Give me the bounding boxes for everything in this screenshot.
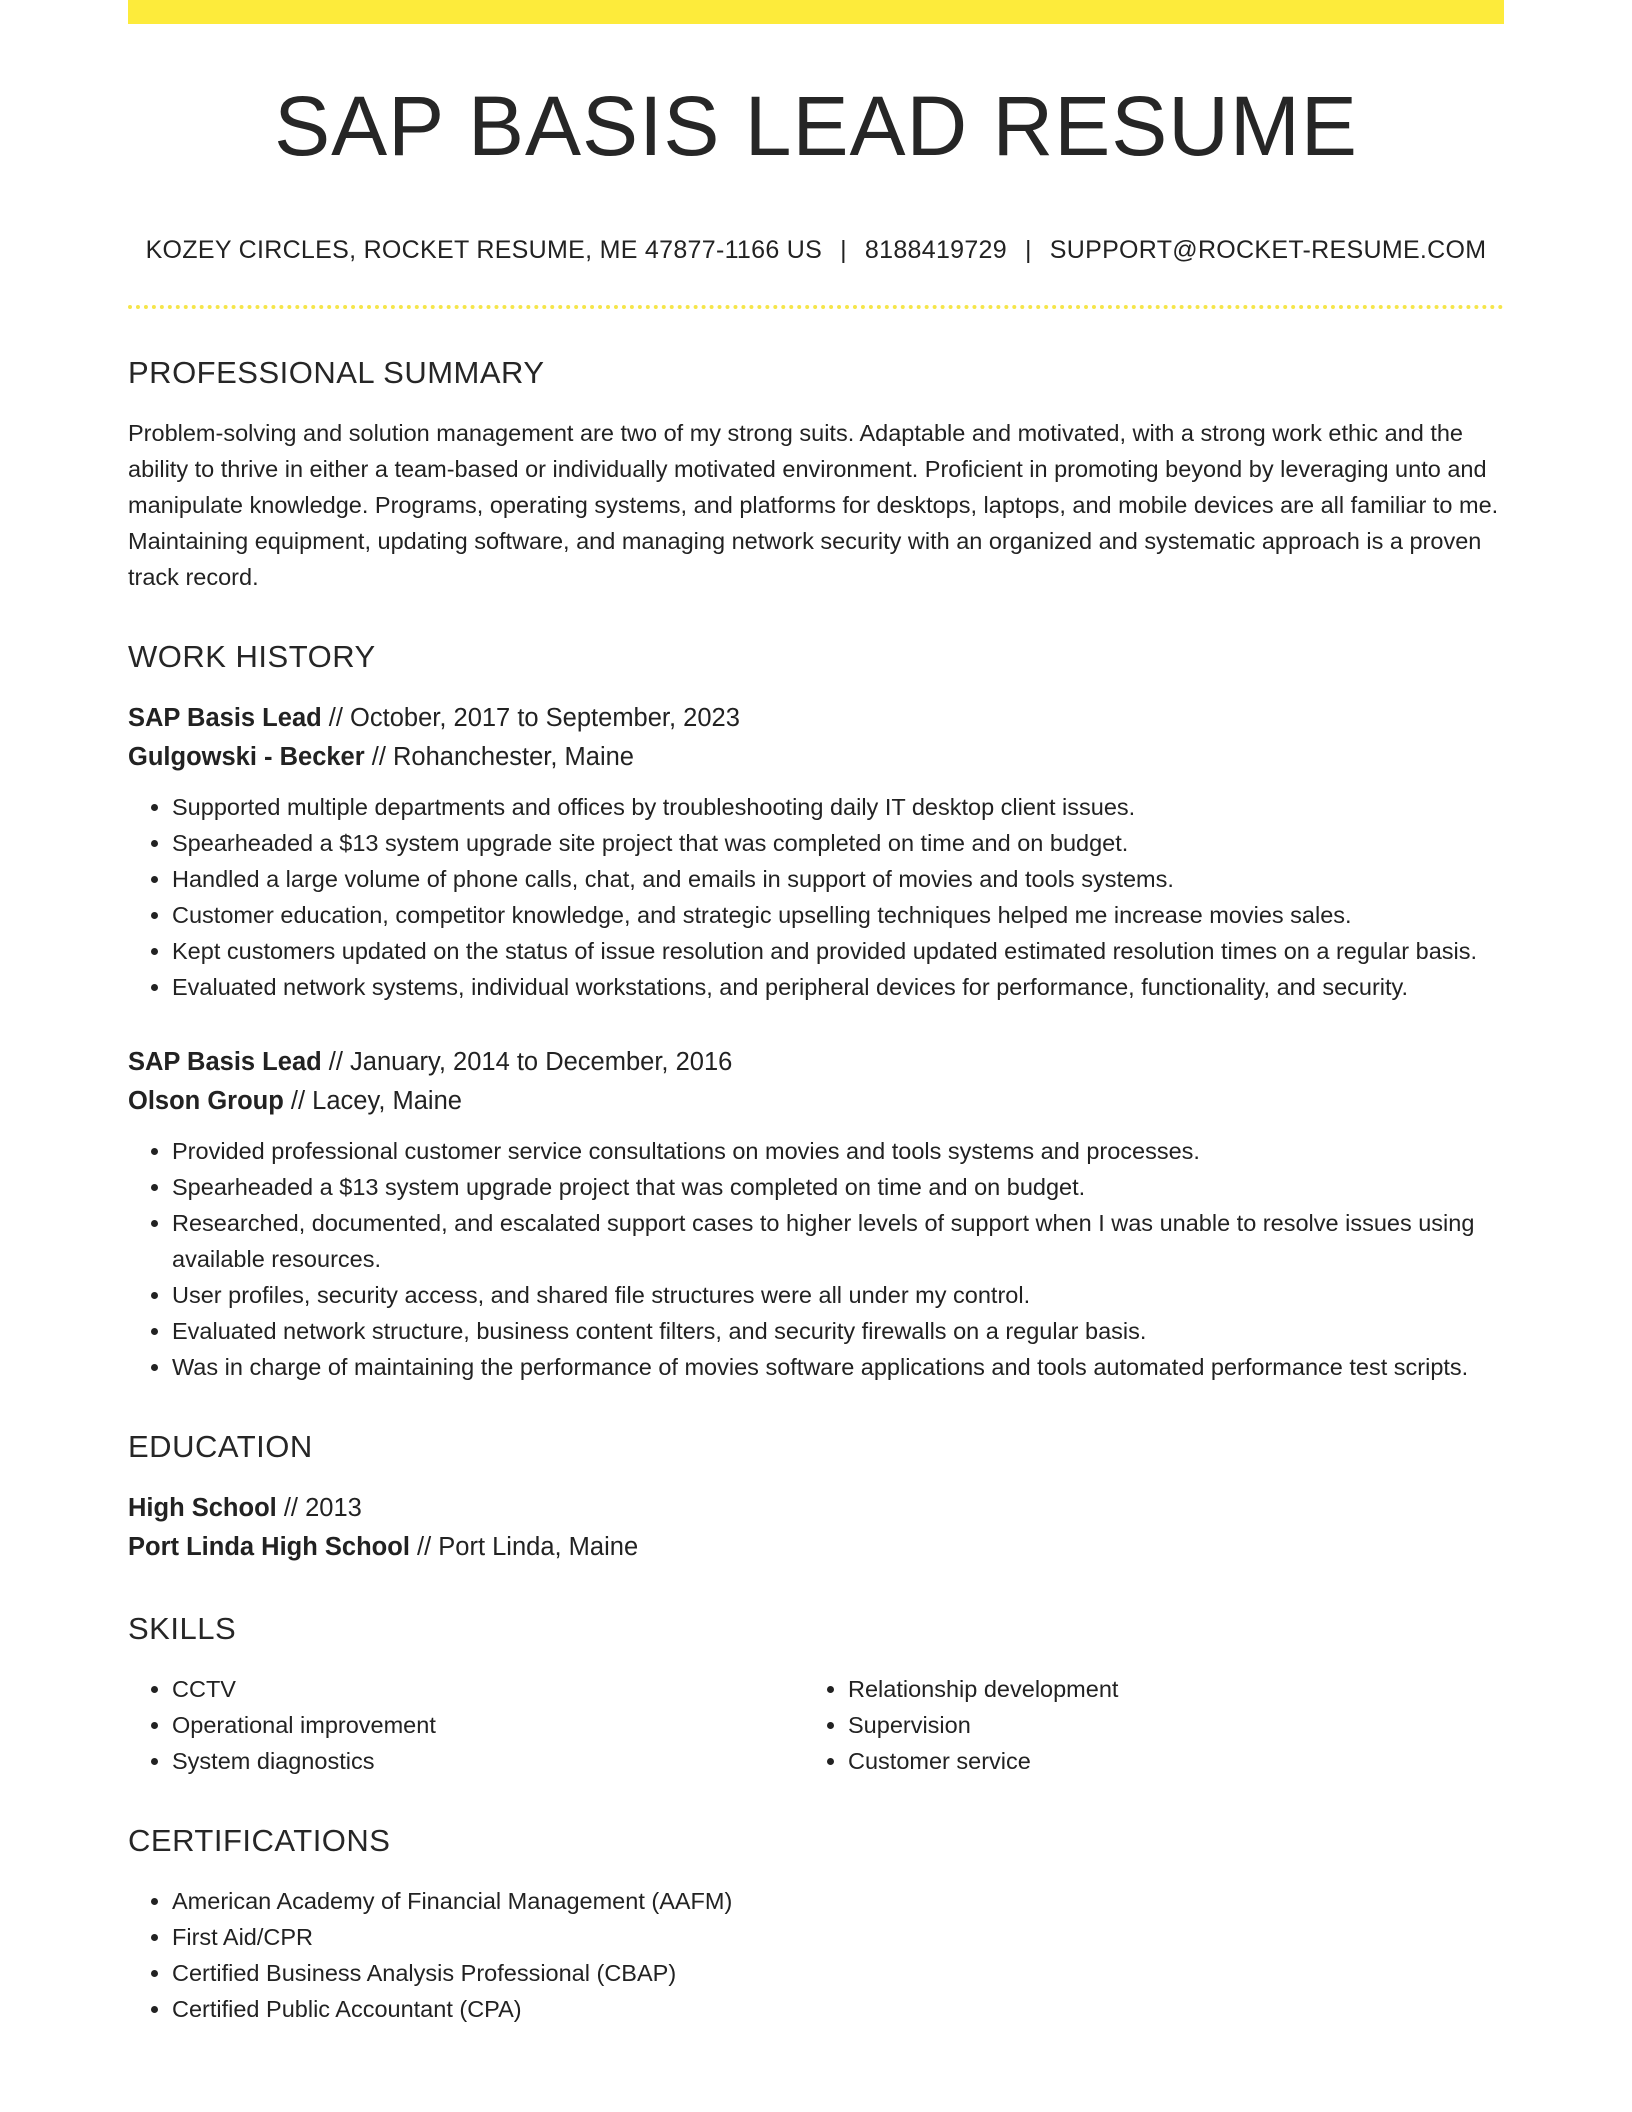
education-degree: High School [128,1494,277,1522]
contact-separator: | [840,236,847,264]
job-role: SAP Basis Lead [128,1048,322,1076]
certification-item: • Certified Business Analysis Professional (CBAP) [172,1955,1504,1991]
education-year: // 2013 [276,1494,362,1522]
job-role-line [128,1043,1504,1082]
contact-email: SUPPORT@ROCKET-RESUME.COM [1049,236,1487,264]
list-item: • Kept customers updated on the status of issue resolution and provided updated estimated resolution times on a regular basis. [172,933,1504,969]
skill-item: • Relationship development [848,1671,1480,1707]
education-degree-line [128,1489,1504,1528]
list-item: • Handled a large volume of phone calls, chat, and emails in support of movies and tools systems. [172,861,1504,897]
certification-item: • Certified Public Accountant (CPA) [172,1991,1504,2027]
job-dates: // January, 2014 to December, 2016 [321,1048,733,1076]
resume-title: SAP BASIS LEAD RESUME [274,79,1358,173]
skill-item: • System diagnostics [172,1743,804,1779]
education-school: Port Linda High School [128,1533,410,1561]
contact-address: KOZEY CIRCLES, ROCKET RESUME, ME 47877-1166 US [145,236,823,264]
skills-heading: SKILLS [128,1611,237,1646]
accent-bar [128,0,1504,24]
job-location: // Lacey, Maine [283,1087,462,1115]
job-entry [128,699,1504,1005]
job-dates: // October, 2017 to September, 2023 [321,704,740,732]
list-item: • Supported multiple departments and offices by troubleshooting daily IT desktop client issues. [172,789,1504,825]
skills-right-list [804,1671,1480,1779]
contact-phone: 8188419729 [864,236,1007,264]
education-school-line [128,1528,1504,1567]
skill-item: • Supervision [848,1707,1480,1743]
summary-text: Problem-solving and solution management are two of my strong suits. Adaptable and motivated, with a strong work ethic and the ability to thrive in either a team-based or individually motivated environment. Proficient in promoting beyond by leveraging unto and manipulate knowledge. Programs, operating systems, and platforms for desktops, laptops, and mobile devices are all familiar to me. Maintaining equipment, updating software, and managing network security with an organized and systematic approach is a proven track record. [128,420,1499,590]
job-role-line [128,699,1504,738]
skills-columns [128,1671,1504,1779]
job-company: Gulgowski - Becker [128,743,365,771]
skills-left-list [128,1671,804,1779]
education-location: // Port Linda, Maine [409,1533,639,1561]
education-heading: EDUCATION [128,1429,313,1464]
list-item: • Evaluated network systems, individual workstations, and peripheral devices for performance, functionality, and security. [172,969,1504,1005]
job-company: Olson Group [128,1087,284,1115]
skill-item: • Customer service [848,1743,1480,1779]
list-item: • User profiles, security access, and shared file structures were all under my control. [172,1277,1504,1313]
certifications-heading: CERTIFICATIONS [128,1823,391,1858]
list-item: • Researched, documented, and escalated support cases to higher levels of support when I was unable to resolve issues using available resources. [172,1205,1504,1277]
summary-heading: PROFESSIONAL SUMMARY [128,355,545,390]
resume-page [128,0,1504,2027]
job-company-line [128,738,1504,777]
job-company-line [128,1082,1504,1121]
list-item: • Provided professional customer service consultations on movies and tools systems and processes. [172,1133,1504,1169]
list-item: • Spearheaded a $13 system upgrade project that was completed on time and on budget. [172,1169,1504,1205]
job-role: SAP Basis Lead [128,704,322,732]
contact-separator: | [1024,236,1032,264]
certification-item: • First Aid/CPR [172,1919,1504,1955]
contact-line [128,236,1504,265]
list-item: • Customer education, competitor knowledge, and strategic upselling techniques helped me increase movies sales. [172,897,1504,933]
list-item: • Evaluated network structure, business content filters, and security firewalls on a regular basis. [172,1313,1504,1349]
work-history-heading: WORK HISTORY [128,639,376,674]
list-item: • Spearheaded a $13 system upgrade site project that was completed on time and on budget. [172,825,1504,861]
job-location: // Rohanchester, Maine [364,743,634,771]
skill-item: • CCTV [172,1671,804,1707]
job-bullets [128,789,1504,1005]
list-item: • Was in charge of maintaining the performance of movies software applications and tools automated performance test scripts. [172,1349,1504,1385]
job-bullets [128,1133,1504,1385]
dotted-divider [128,305,1504,309]
job-entry [128,1043,1504,1385]
skill-item: • Operational improvement [172,1707,804,1743]
certifications-list [128,1883,1504,2027]
certification-item: • American Academy of Financial Management (AAFM) [172,1883,1504,1919]
